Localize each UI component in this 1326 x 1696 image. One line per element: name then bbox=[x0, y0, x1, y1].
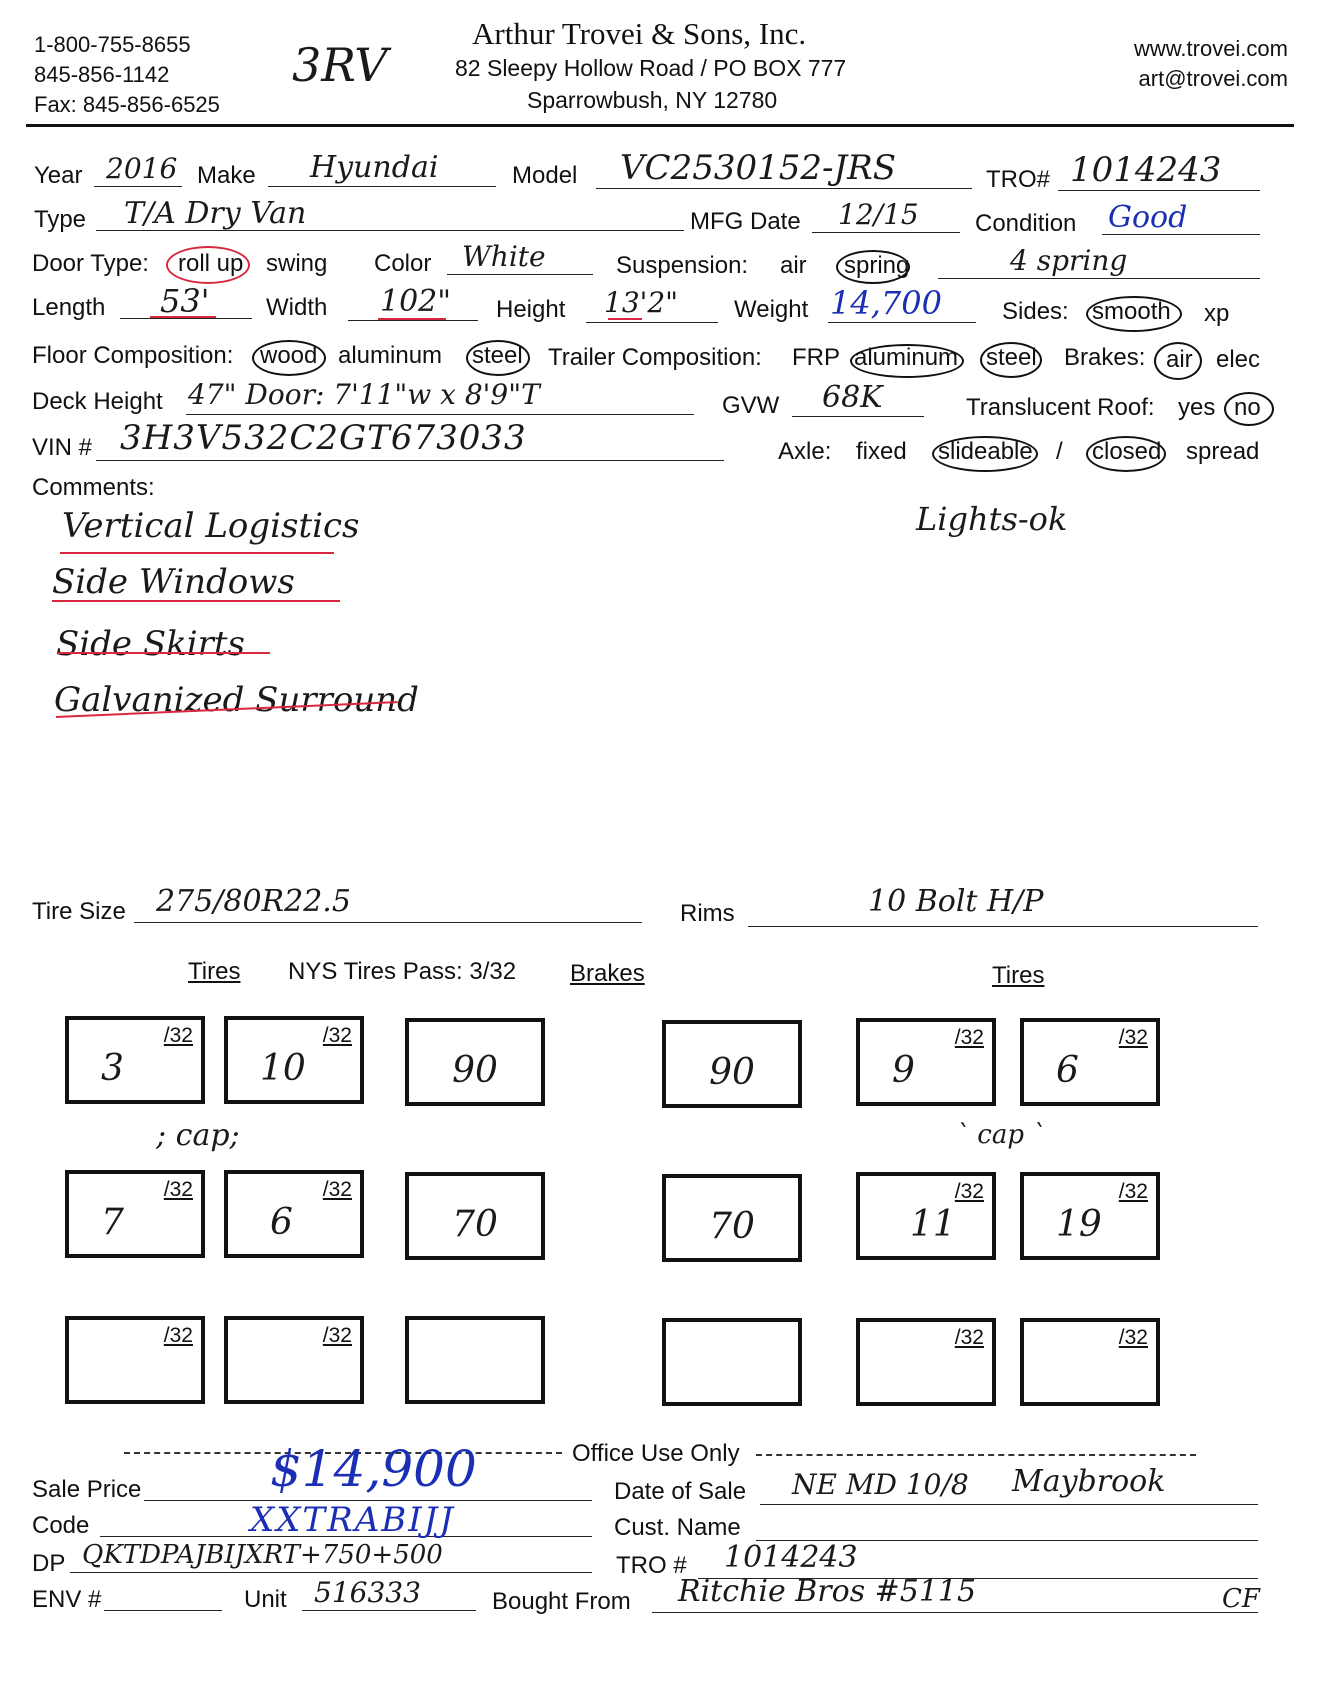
tire-box-r1-c1[interactable] bbox=[65, 1016, 205, 1104]
sale-price-label: Sale Price bbox=[32, 1476, 142, 1503]
tire-box-r3-c2[interactable] bbox=[224, 1316, 364, 1404]
width-line bbox=[348, 320, 478, 321]
wood-circle bbox=[252, 340, 326, 376]
tire-box-r3-c1[interactable] bbox=[65, 1316, 205, 1404]
tires-right-heading: Tires bbox=[992, 962, 1045, 989]
trailer-steel-circle bbox=[980, 342, 1042, 378]
deck-height-line bbox=[186, 414, 694, 415]
tire-fraction: /32 bbox=[954, 1180, 984, 1203]
tire-fraction: /32 bbox=[1118, 1026, 1148, 1049]
tire-box-r2-c1[interactable] bbox=[65, 1170, 205, 1258]
roof-no-option[interactable]: no bbox=[1234, 394, 1261, 421]
make-label: Make bbox=[197, 162, 256, 189]
tire-box-r2-c4[interactable] bbox=[1020, 1172, 1160, 1260]
height-label: Height bbox=[496, 296, 566, 323]
make-value[interactable]: Hyundai bbox=[310, 150, 439, 185]
tire-depth-value: 7 bbox=[101, 1202, 124, 1243]
bought-from-value[interactable]: Ritchie Bros #5115 bbox=[678, 1574, 977, 1609]
year-line bbox=[94, 186, 182, 187]
vin-label: VIN # bbox=[32, 434, 93, 461]
tire-fraction: /32 bbox=[163, 1178, 193, 1201]
door-type-label: Door Type: bbox=[32, 250, 149, 277]
width-value[interactable]: 102" bbox=[380, 284, 452, 319]
floor-aluminum-option[interactable]: aluminum bbox=[338, 342, 443, 369]
mfg-date-value[interactable]: 12/15 bbox=[838, 198, 919, 231]
brake-value: 70 bbox=[452, 1204, 498, 1245]
axle-fixed-option[interactable]: fixed bbox=[856, 438, 907, 465]
company-address-1: 82 Sleepy Hollow Road / PO BOX 777 bbox=[455, 55, 847, 81]
company-name: Arthur Trovei & Sons, Inc. bbox=[472, 16, 807, 51]
tro-line bbox=[1058, 190, 1260, 191]
sale-price-value[interactable]: $14,900 bbox=[270, 1440, 477, 1498]
roof-no-circle bbox=[1224, 392, 1274, 426]
company-email[interactable]: art@trovei.com bbox=[1138, 66, 1288, 91]
length-underline bbox=[150, 316, 216, 318]
slideable-circle bbox=[932, 436, 1038, 472]
model-label: Model bbox=[512, 162, 578, 189]
tires-left-heading: Tires bbox=[188, 958, 241, 985]
env-label: ENV # bbox=[32, 1586, 102, 1613]
tire-box-r1-c4[interactable] bbox=[1020, 1018, 1160, 1106]
tire-box-r3-c4[interactable] bbox=[1020, 1318, 1160, 1406]
height-line bbox=[586, 322, 718, 323]
comment-line-3[interactable]: Side Skirts bbox=[56, 624, 245, 664]
comments-label: Comments: bbox=[32, 474, 155, 501]
tire-fraction: /32 bbox=[322, 1178, 352, 1201]
tro2-value[interactable]: 1014243 bbox=[724, 1540, 858, 1575]
gvw-line bbox=[792, 416, 924, 417]
sides-smooth-option[interactable]: smooth bbox=[1092, 298, 1171, 325]
tire-size-value[interactable]: 275/80R22.5 bbox=[156, 884, 351, 919]
unit-line bbox=[302, 1610, 476, 1611]
brake-box-r1-left[interactable] bbox=[405, 1018, 545, 1106]
brake-value: 90 bbox=[709, 1052, 755, 1093]
type-value[interactable]: T/A Dry Van bbox=[124, 196, 307, 231]
tire-box-r1-c3[interactable] bbox=[856, 1018, 996, 1106]
year-value[interactable]: 2016 bbox=[106, 152, 178, 185]
sides-xp-option[interactable]: xp bbox=[1204, 300, 1230, 327]
dp-value[interactable]: QKTDPAJBIJXRT+750+500 bbox=[82, 1540, 443, 1570]
tire-fraction: /32 bbox=[322, 1324, 352, 1347]
tire-fraction: /32 bbox=[163, 1024, 193, 1047]
tire-box-r1-c2[interactable] bbox=[224, 1016, 364, 1104]
tire-fraction: /32 bbox=[1118, 1326, 1148, 1349]
weight-label: Weight bbox=[734, 296, 809, 323]
tire-size-line bbox=[134, 922, 642, 923]
height-underline bbox=[608, 318, 642, 320]
tire-fraction: /32 bbox=[954, 1026, 984, 1049]
tire-box-r2-c3[interactable] bbox=[856, 1172, 996, 1260]
floor-steel-option[interactable]: steel bbox=[472, 342, 523, 369]
tro2-label: TRO # bbox=[616, 1552, 687, 1579]
trailer-frp-option[interactable]: FRP bbox=[792, 344, 840, 371]
dp-line bbox=[70, 1572, 592, 1573]
roof-yes-option[interactable]: yes bbox=[1178, 394, 1216, 421]
cap-note-left: ; cap; bbox=[156, 1118, 240, 1153]
bought-from-label: Bought From bbox=[492, 1588, 631, 1615]
make-line bbox=[268, 186, 496, 187]
brakes-heading: Brakes bbox=[570, 960, 645, 987]
trailer-steel-option[interactable]: steel bbox=[986, 344, 1037, 371]
tire-fraction: /32 bbox=[322, 1024, 352, 1047]
color-label: Color bbox=[374, 250, 432, 277]
suspension-note-value[interactable]: 4 spring bbox=[1010, 244, 1128, 277]
company-address-2: Sparrowbush, NY 12780 bbox=[527, 87, 778, 113]
comment-3-underline bbox=[58, 652, 270, 654]
brake-box-r1-right[interactable] bbox=[662, 1020, 802, 1108]
code-value[interactable]: XXTRABIJJ bbox=[250, 1500, 455, 1540]
date-of-sale-value[interactable]: NE MD 10/8 bbox=[792, 1468, 969, 1501]
unit-label: Unit bbox=[244, 1586, 287, 1613]
axle-label: Axle: bbox=[778, 438, 832, 465]
header-divider bbox=[26, 124, 1294, 127]
tire-size-label: Tire Size bbox=[32, 898, 126, 925]
tire-depth-value: 3 bbox=[101, 1048, 124, 1089]
trailer-aluminum-option[interactable]: aluminum bbox=[854, 344, 959, 371]
door-roll-up-option[interactable]: roll up bbox=[178, 250, 244, 277]
deck-height-label: Deck Height bbox=[32, 388, 163, 415]
tire-depth-value: 11 bbox=[910, 1204, 956, 1245]
fax-number: Fax: 845-856-6525 bbox=[34, 92, 220, 117]
brake-box-r2-left[interactable] bbox=[405, 1172, 545, 1260]
mfg-date-line bbox=[812, 232, 960, 233]
translucent-roof-label: Translucent Roof: bbox=[966, 394, 1155, 421]
brake-value: 70 bbox=[709, 1206, 755, 1247]
nys-tires-pass: NYS Tires Pass: 3/32 bbox=[288, 958, 517, 985]
comment-line-4[interactable]: Galvanized Surround bbox=[54, 680, 419, 720]
comment-2-underline bbox=[52, 600, 340, 602]
tire-box-r3-c3[interactable] bbox=[856, 1318, 996, 1406]
suspension-note-line bbox=[938, 278, 1260, 279]
suspension-air-option[interactable]: air bbox=[780, 252, 807, 279]
brakes-label: Brakes: bbox=[1064, 344, 1146, 371]
weight-line bbox=[828, 322, 976, 323]
tro-label: TRO# bbox=[986, 166, 1051, 193]
comment-line-1[interactable]: Vertical Logistics bbox=[62, 506, 360, 546]
type-label: Type bbox=[34, 206, 87, 233]
brake-box-r2-right[interactable] bbox=[662, 1174, 802, 1262]
comment-line-2[interactable]: Side Windows bbox=[52, 562, 295, 602]
tire-fraction: /32 bbox=[954, 1326, 984, 1349]
date-of-sale-location[interactable]: Maybrook bbox=[1012, 1464, 1166, 1499]
gvw-value[interactable]: 68K bbox=[822, 380, 883, 415]
spring-circle bbox=[836, 250, 910, 284]
rims-value[interactable]: 10 Bolt H/P bbox=[868, 884, 1044, 919]
brake-box-r3-left[interactable] bbox=[405, 1316, 545, 1404]
floor-steel-circle bbox=[466, 340, 530, 376]
cust-name-label: Cust. Name bbox=[614, 1514, 741, 1541]
company-website[interactable]: www.trovei.com bbox=[1133, 36, 1288, 61]
condition-value[interactable]: Good bbox=[1108, 200, 1188, 235]
brakes-air-circle bbox=[1154, 342, 1202, 380]
tire-depth-value: 19 bbox=[1056, 1204, 1102, 1245]
initials: CF bbox=[1222, 1584, 1260, 1614]
code-label: Code bbox=[32, 1512, 90, 1539]
width-label: Width bbox=[266, 294, 328, 321]
length-value[interactable]: 53' bbox=[160, 282, 210, 320]
tire-depth-value: 10 bbox=[260, 1048, 306, 1089]
env-line bbox=[104, 1610, 222, 1611]
brake-box-r3-right[interactable] bbox=[662, 1318, 802, 1406]
tire-box-r2-c2[interactable] bbox=[224, 1170, 364, 1258]
condition-label: Condition bbox=[975, 210, 1077, 237]
date-of-sale-label: Date of Sale bbox=[614, 1478, 747, 1505]
phone-2: 845-856-1142 bbox=[34, 62, 170, 87]
rims-line bbox=[748, 926, 1258, 927]
brakes-air-option[interactable]: air bbox=[1166, 346, 1193, 373]
tire-fraction: /32 bbox=[163, 1324, 193, 1347]
color-value[interactable]: White bbox=[462, 240, 546, 273]
phone-1: 1-800-755-8655 bbox=[34, 32, 191, 57]
floor-composition-label: Floor Composition: bbox=[32, 342, 234, 369]
brake-value: 90 bbox=[452, 1050, 498, 1091]
smooth-circle bbox=[1086, 296, 1182, 332]
tire-depth-value: 6 bbox=[1056, 1050, 1079, 1091]
office-use-heading: Office Use Only bbox=[572, 1440, 740, 1467]
floor-wood-option[interactable]: wood bbox=[260, 342, 318, 369]
vin-value[interactable]: 3H3V532C2GT673033 bbox=[120, 418, 527, 458]
height-value[interactable]: 13'2" bbox=[604, 286, 679, 319]
rims-label: Rims bbox=[680, 900, 735, 927]
axle-closed-option[interactable]: closed bbox=[1092, 438, 1162, 465]
tire-fraction: /32 bbox=[1118, 1180, 1148, 1203]
comment-right[interactable]: Lights-ok bbox=[916, 500, 1068, 538]
length-label: Length bbox=[32, 294, 106, 321]
trailer-aluminum-circle bbox=[850, 344, 964, 378]
model-value[interactable]: VC2530152-JRS bbox=[620, 148, 897, 188]
handwritten-code: 3RV bbox=[292, 38, 388, 92]
suspension-label: Suspension: bbox=[616, 252, 749, 279]
roll-up-circle bbox=[166, 246, 250, 284]
model-line bbox=[596, 188, 972, 189]
tro-value[interactable]: 1014243 bbox=[1070, 150, 1222, 190]
mfg-date-label: MFG Date bbox=[690, 208, 801, 235]
vin-line bbox=[96, 460, 724, 461]
tire-depth-value: 6 bbox=[270, 1202, 293, 1243]
office-divider-right bbox=[756, 1454, 1196, 1456]
axle-slash: / bbox=[1056, 438, 1063, 465]
color-line bbox=[447, 274, 593, 275]
gvw-label: GVW bbox=[722, 392, 780, 419]
trailer-composition-label: Trailer Composition: bbox=[548, 344, 762, 371]
dp-label: DP bbox=[32, 1550, 66, 1577]
deck-height-value[interactable]: 47" Door: 7'11"w x 8'9"T bbox=[188, 378, 540, 411]
suspension-spring-option[interactable]: spring bbox=[844, 252, 910, 279]
width-underline bbox=[378, 318, 446, 320]
axle-slideable-option[interactable]: slideable bbox=[938, 438, 1033, 465]
unit-value[interactable]: 516333 bbox=[314, 1576, 421, 1609]
closed-circle bbox=[1086, 436, 1166, 472]
weight-value[interactable]: 14,700 bbox=[830, 284, 942, 322]
brakes-elec-option[interactable]: elec bbox=[1216, 346, 1261, 373]
sides-label: Sides: bbox=[1002, 298, 1069, 325]
door-swing-option[interactable]: swing bbox=[266, 250, 328, 277]
date-of-sale-line bbox=[760, 1504, 1258, 1505]
bought-from-line bbox=[652, 1612, 1258, 1613]
tire-depth-value: 9 bbox=[892, 1050, 915, 1091]
axle-spread-option[interactable]: spread bbox=[1186, 438, 1260, 465]
comment-1-underline bbox=[60, 552, 334, 554]
year-label: Year bbox=[34, 162, 83, 189]
cap-note-right: ` cap ` bbox=[956, 1120, 1046, 1150]
